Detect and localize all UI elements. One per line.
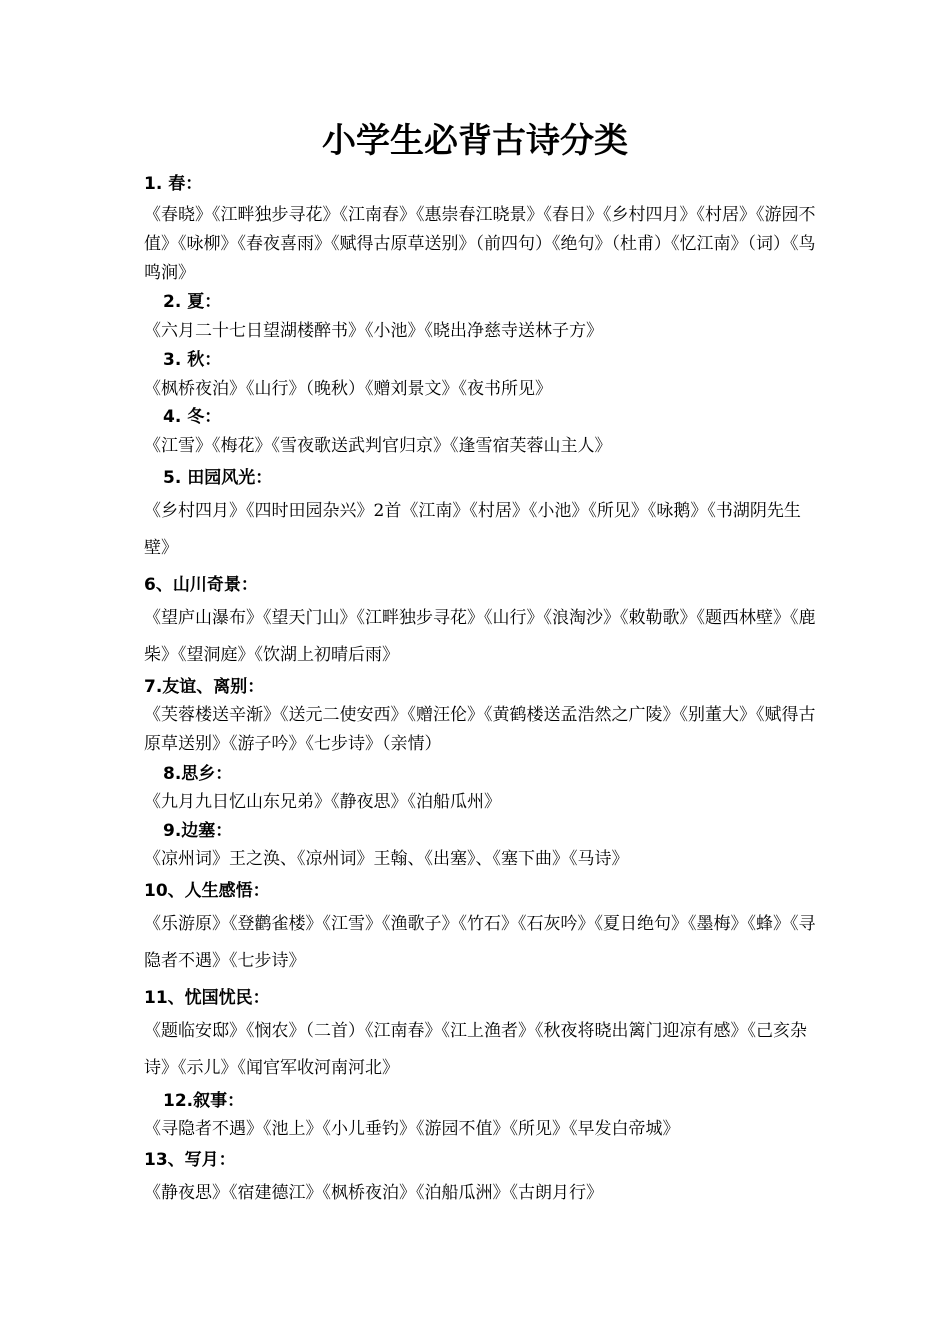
section-heading-autumn: 3. 秋： xyxy=(163,350,222,370)
section-content-landscapes: 《望庐山瀑布》《望天门山》《江畔独步寻花》《山行》《浪淘沙》《敕勒歌》《题西林壁》《鹿柴》《望洞庭》《饮湖上初晴后雨》 xyxy=(144,608,816,665)
section-heading-spring: 1. 春： xyxy=(144,174,203,194)
section-content-winter: 《江雪》《梅花》《雪夜歌送武判官归京》《逢雪宿芙蓉山主人》 xyxy=(144,436,612,456)
section-content-narrative: 《寻隐者不遇》《池上》《小儿垂钓》《游园不值》《所见》《早发白帝城》 xyxy=(144,1119,680,1139)
section-content-friendship: 《芙蓉楼送辛渐》《送元二使安西》《赠汪伦》《黄鹤楼送孟浩然之广陵》《别董大》《赋得古原草送别》《游子吟》《七步诗》（亲情） xyxy=(144,705,816,754)
section-content-frontier: 《凉州词》王之涣、《凉州词》王翰、《出塞》、《塞下曲》《马诗》 xyxy=(144,849,629,869)
section-heading-summer: 2. 夏： xyxy=(163,292,222,312)
section-content-life: 《乐游原》《登鹳雀楼》《江雪》《渔歌子》《竹石》《石灰吟》《夏日绝句》《墨梅》《蜂》《寻隐者不遇》《七步诗》 xyxy=(144,914,816,971)
section-heading-moon: 13、写月： xyxy=(144,1150,236,1170)
section-heading-life: 10、人生感悟： xyxy=(144,881,270,901)
section-heading-landscapes: 6、山川奇景： xyxy=(144,575,258,595)
section-content-pastoral: 《乡村四月》《四时田园杂兴》2首《江南》《村居》《小池》《所见》《咏鹅》《书湖阴先生壁》 xyxy=(144,501,801,558)
section-heading-friendship: 7.友谊、离别： xyxy=(144,677,265,697)
section-heading-frontier: 9.边塞： xyxy=(163,821,233,841)
section-heading-patriotism: 11、忧国忧民： xyxy=(144,988,270,1008)
section-content-patriotism: 《题临安邸》《悯农》（二首）《江南春》《江上渔者》《秋夜将晓出篱门迎凉有感》《己亥杂诗》《示儿》《闻官军收河南河北》 xyxy=(144,1021,807,1078)
section-content-spring: 《春晓》《江畔独步寻花》《江南春》《惠崇春江晓景》《春日》《乡村四月》《村居》《游园不值》《咏柳》《春夜喜雨》《赋得古原草送别》（前四句）《绝句》（杜甫）《忆江南》（词）《鸟鸣涧》 xyxy=(144,205,816,283)
section-heading-homesick: 8.思乡： xyxy=(163,764,233,784)
section-heading-pastoral: 5. 田园风光： xyxy=(163,468,273,488)
section-content-homesick: 《九月九日忆山东兄弟》《静夜思》《泊船瓜州》 xyxy=(144,792,501,812)
section-heading-narrative: 12.叙事： xyxy=(163,1091,245,1111)
section-content-summer: 《六月二十七日望湖楼醉书》《小池》《晓出净慈寺送林子方》 xyxy=(144,321,603,341)
section-content-moon: 《静夜思》《宿建德江》《枫桥夜泊》《泊船瓜洲》《古朗月行》 xyxy=(144,1183,603,1203)
document-title: 小学生必背古诗分类 xyxy=(322,121,628,161)
section-heading-winter: 4. 冬： xyxy=(163,407,222,427)
section-content-autumn: 《枫桥夜泊》《山行》（晚秋）《赠刘景文》《夜书所见》 xyxy=(144,379,552,399)
